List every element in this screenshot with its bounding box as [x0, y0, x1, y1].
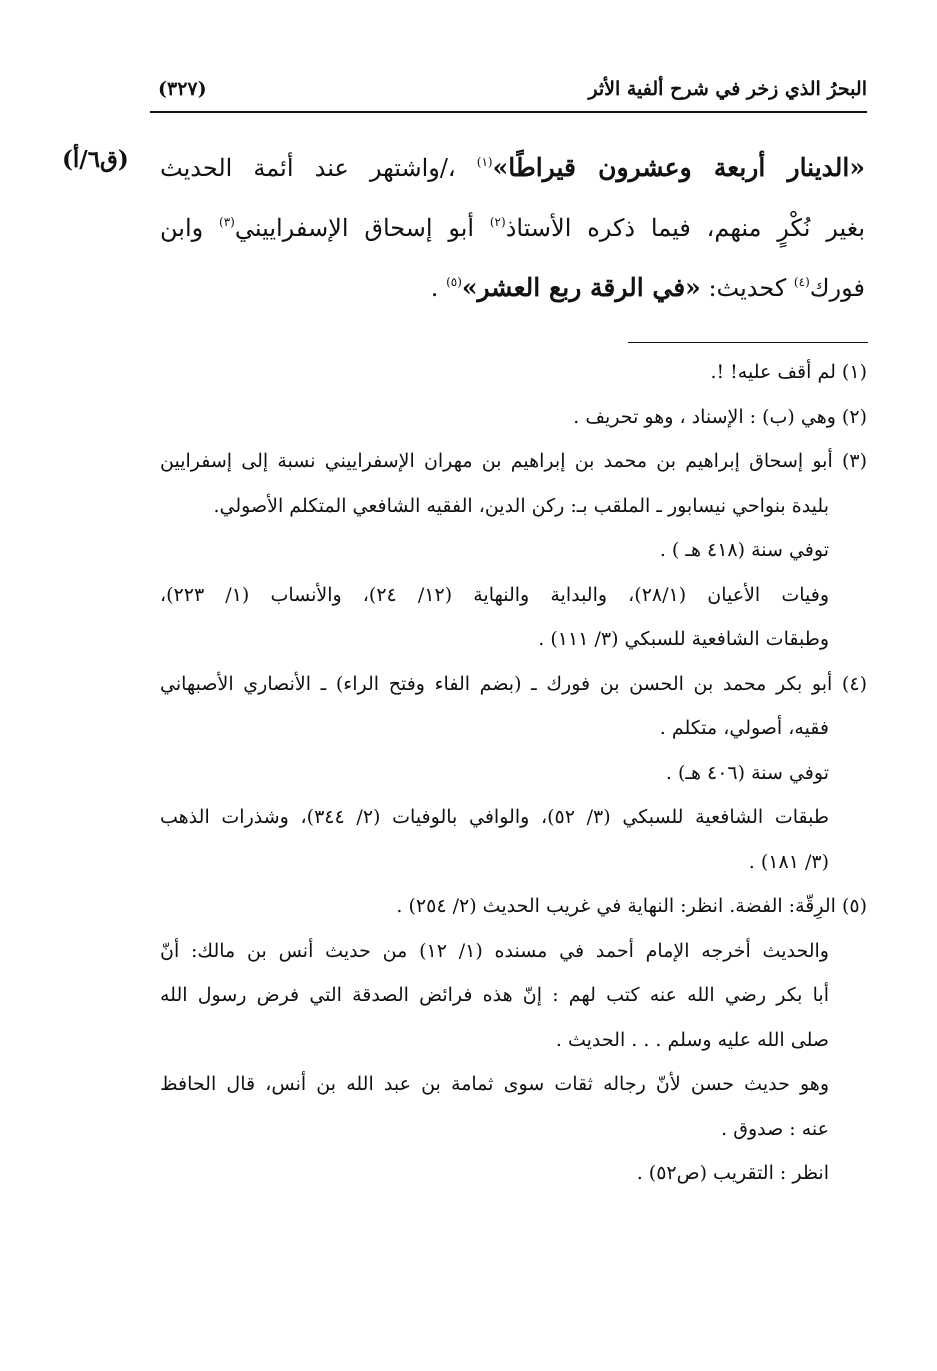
footnote-1: (١) لم أقف عليه! !. — [710, 361, 867, 383]
footnote-3-line: وفيات الأعيان (٢٨/١)، والبداية والنهاية (١٢/ ٢٤)، والأنساب (١/ ٢٢٣)، — [160, 583, 829, 606]
footnote-3-line: بليدة بنواحي نيسابور ـ الملقب بـ: ركن الدين، الفقيه الشافعي المتكلم الأصولي. — [213, 494, 829, 517]
footnote-3-line: توفي سنة (٤١٨ هـ ) . — [659, 539, 829, 561]
main-text-span: كحديث: — [700, 274, 794, 302]
main-line-3 — [160, 252, 865, 312]
footnote-5-line: صلى الله عليه وسلم . . . الحديث . — [555, 1028, 829, 1051]
footnote-separator — [628, 342, 868, 343]
footnote-4-line: طبقات الشافعية للسبكي (٣/ ٥٢)، والوافي بالوفيات (٢/ ٣٤٤)، وشذرات الذهب — [160, 806, 829, 828]
hadith-quote-2: «في الرقة ربع العشر» — [461, 273, 701, 302]
running-title: البحرُ الذي زخر في شرح ألفية الأثر — [588, 78, 867, 100]
footnote-ref-4: (٤) — [793, 275, 810, 289]
footnote-4-line: فقيه، أصولي، متكلم . — [659, 717, 829, 739]
footnote-ref-1: (١) — [476, 155, 493, 169]
main-text — [160, 132, 865, 312]
page-header — [150, 78, 867, 112]
main-line-2 — [160, 192, 865, 252]
footnote-5-line: وهو حديث حسن لأنّ رجاله ثقات سوى ثمامة بن عبد الله بن أنس، قال الحافظ — [160, 1073, 829, 1095]
main-line-1 — [160, 132, 865, 192]
footnote-ref-5: (٥) — [446, 275, 462, 289]
main-text-span: أبو إسحاق الإسفراييني — [234, 214, 490, 242]
footnote-ref-3: (٣) — [219, 215, 235, 229]
footnote-4-line: توفي سنة (٤٠٦ هـ) . — [665, 761, 829, 784]
main-text-span: . — [430, 274, 447, 302]
footnote-2: (٢) وهي (ب) : الإسناد ، وهو تحريف . — [573, 405, 867, 428]
footnote-5-line: (٥) الرِقّة: الفضة. انظر: النهاية في غريب الحديث (٢/ ٢٥٤) . — [396, 895, 867, 917]
hadith-quote-1: «الدينار أربعة وعشرون قيراطًا» — [492, 153, 865, 182]
footnote-5-line: أبا بكر رضي الله عنه كتب لهم : إنّ هذه فرائض الصدقة التي فرض رسول الله — [160, 984, 829, 1006]
page-number: (٣٢٧) — [158, 78, 207, 100]
footnote-5-line: انظر : التقريب (ص٥٢) . — [636, 1162, 829, 1184]
main-text-span: بغير نُكْرٍ منهم، فيما ذكره الأستاذ — [505, 214, 865, 242]
footnotes — [160, 350, 867, 1196]
main-text-span: ،/واشتهر عند أئمة الحديث — [160, 154, 477, 182]
header-rule — [150, 111, 867, 113]
main-text-span: فورك — [809, 274, 865, 302]
footnote-ref-2: (٢) — [489, 215, 506, 229]
folio-reference: (ق٦/أ) — [62, 146, 129, 173]
footnote-4-line: (٣/ ١٨١) . — [748, 850, 829, 873]
main-text-span: وابن — [160, 214, 220, 242]
footnote-3-line: (٣) أبو إسحاق إبراهيم بن محمد بن إبراهيم بن مهران الإسفراييني نسبة إلى إسفرايين — [160, 450, 867, 472]
footnote-4-line: (٤) أبو بكر محمد بن الحسن بن فورك ـ (بضم الفاء وفتح الراء) ـ الأنصاري الأصبهاني — [160, 672, 867, 695]
footnote-5-line: والحديث أخرجه الإمام أحمد في مسنده (١/ ١٢) من حديث أنس بن مالك: أنّ — [160, 939, 829, 962]
footnote-5-line: عنه : صدوق . — [721, 1117, 829, 1140]
footnote-3-line: وطبقات الشافعية للسبكي (٣/ ١١١) . — [538, 628, 829, 650]
